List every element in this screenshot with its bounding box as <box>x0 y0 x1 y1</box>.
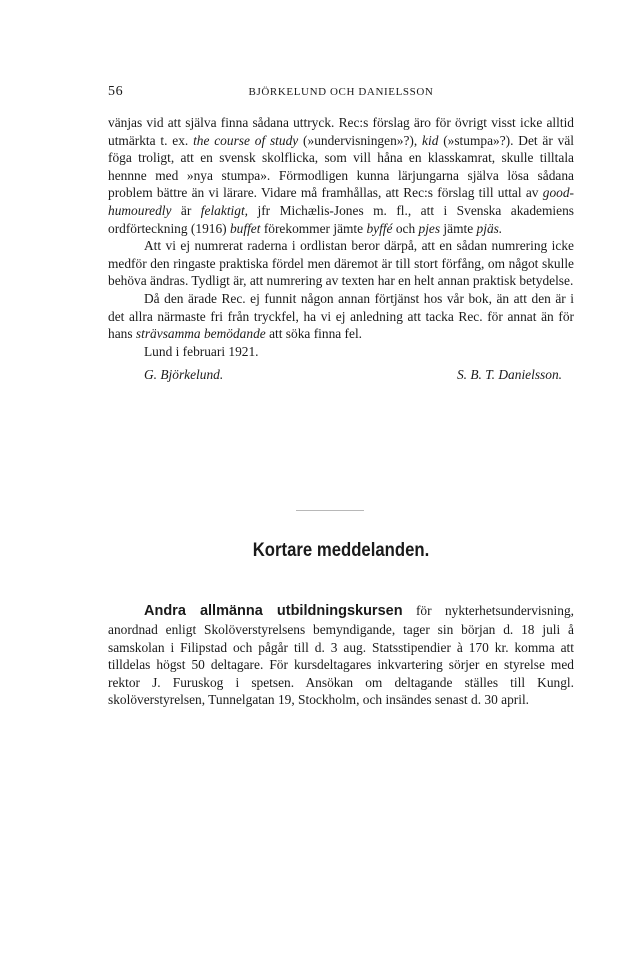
section-heading: Kortare meddelanden. <box>252 540 430 561</box>
text-run: jfr Michælis-Jones m. fl., att i Svenska akademiens ordförteckning (1916) <box>108 202 574 236</box>
text-run: jämte <box>440 220 477 236</box>
signature-left: G. Björkelund. <box>144 367 224 383</box>
notice-lead: Andra allmänna utbildningskursen <box>144 603 403 620</box>
letter-body <box>108 114 574 386</box>
signature-right: S. B. T. Danielsson. <box>456 367 562 383</box>
section-divider <box>296 510 364 511</box>
letter-paragraph-3 <box>108 290 574 343</box>
notice-paragraph <box>108 602 574 709</box>
text-run: (»stumpa»?). Det är väl föga troligt, att en svensk skolflicka, som vill håna en klasskamrat, skulle tilltala hennne med »nya stumpa». Förmodligen kunna lärjungarna själva lösa sådana problem bättre än vi lärare. Vidare må framhållas, att Rec:s förslag till uttal av <box>108 132 574 201</box>
running-title: BJÖRKELUND OCH DANIELSSON <box>248 86 434 98</box>
letter-paragraph-2: Att vi ej numrerat raderna i ordlistan beror därpå, att en sådan numrering icke medför den ringaste praktiska fördel men däremot är till stort förfång, om något skulle behöva ändras. Tydligt är, att numrering av texten har en helt annan praktisk betydelse. <box>108 238 574 289</box>
page-number: 56 <box>108 84 124 99</box>
italic-term: strävsamma bemödande <box>135 326 266 342</box>
letter-paragraph-1 <box>108 114 574 237</box>
italic-term: kid <box>422 132 439 148</box>
running-head <box>108 84 574 104</box>
text-run: att söka finna fel. <box>265 326 363 342</box>
italic-term: pjäs. <box>476 220 503 236</box>
text-run: är <box>171 202 201 218</box>
text-run: förekommer jämte <box>260 220 367 236</box>
italic-term: the course of study <box>193 132 299 148</box>
italic-term: felaktigt, <box>200 202 249 218</box>
text-run: och <box>392 220 419 236</box>
italic-term: byffé <box>366 220 393 236</box>
italic-term: pjes <box>418 220 441 236</box>
text-run: (»undervisningen»?), <box>298 132 423 148</box>
text-run: vänjas vid att själva finna sådana uttryck. Rec:s förslag äro för övrigt visst icke alltid utmärkta t. ex. <box>108 115 574 148</box>
italic-term: buffet <box>229 220 261 236</box>
italic-term: good-humouredly <box>108 185 574 218</box>
notice-text: för nykterhetsundervisning, anordnad enligt Skolöverstyrelsens bemyndigande, tager sin början d. 18 juli å samskolan i Filipstad och pågår till d. 3 aug. Statsstipendier à 170 kr. komma att tilldelas högst 50 deltagare. För kursdeltagares inkvartering sörjer en styrelse med rektor J. Furuskog i spetsen. Ansökan om deltagande ställes till Kungl. skolöverstyrelsen, Tunnelgatan 19, Stockholm, och insändes senast d. 30 april. <box>108 603 574 708</box>
signatures <box>108 366 574 386</box>
text-run: Då den ärade Rec. ej funnit någon annan förtjänst hos vår bok, än att den är i det allra närmaste fri från tryckfel, ha vi ej anledning att tacka Rec. för annat än för hans <box>108 290 574 342</box>
place-date: Lund i februari 1921. <box>144 343 259 359</box>
